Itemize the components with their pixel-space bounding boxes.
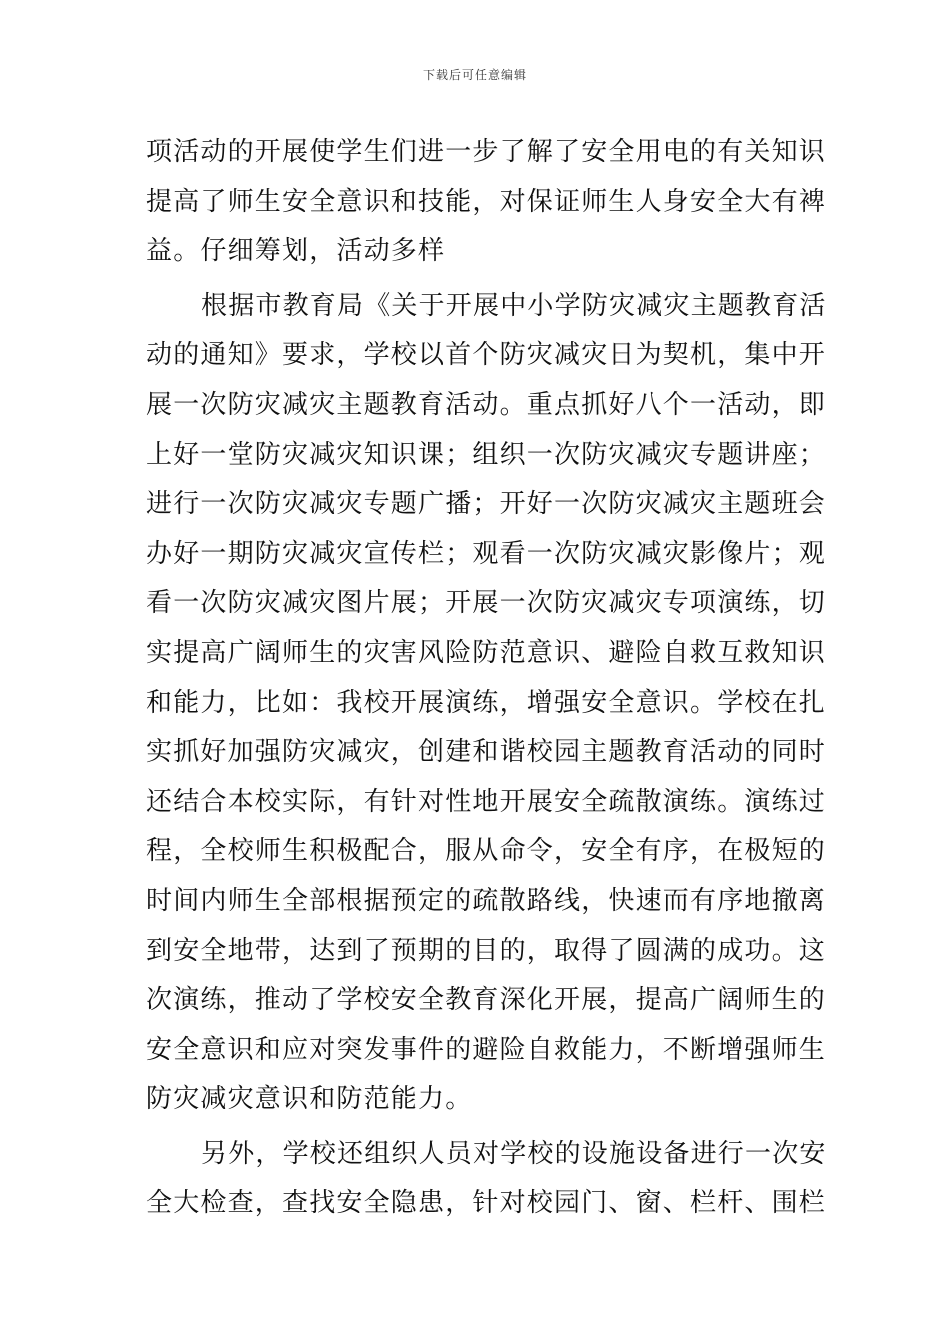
text-line: 程，全校师生积极配合，服从命令，安全有序，在极短的 [146,836,827,867]
text-line: 全大检查，查找安全隐患，针对校园门、窗、栏杆、围栏 [146,1188,827,1219]
document-body [146,128,827,1229]
text-line: 安全意识和应对突发事件的避险自救能力，不断增强师生 [146,1034,827,1065]
text-line: 实抓好加强防灾减灾，创建和谐校园主题教育活动的同时 [146,737,827,768]
text-line: 和能力，比如：我校开展演练，增强安全意识。学校在扎 [146,687,827,718]
text-line: 另外，学校还组织人员对学校的设施设备进行一次安 [201,1138,827,1169]
text-line: 展一次防灾减灾主题教育活动。重点抓好八个一活动，即 [146,389,827,420]
text-line: 次演练，推动了学校安全教育深化开展，提高广阔师生的 [146,985,827,1016]
text-line: 提高了师生安全意识和技能，对保证师生人身安全大有裨 [146,186,827,217]
text-line: 上好一堂防灾减灾知识课；组织一次防灾减灾专题讲座； [146,439,827,470]
text-line: 动的通知》要求，学校以首个防灾减灾日为契机，集中开 [146,340,827,371]
text-line: 进行一次防灾减灾专题广播；开好一次防灾减灾主题班会 [146,489,827,520]
text-line: 看一次防灾减灾图片展；开展一次防灾减灾专项演练，切 [146,588,827,619]
text-line: 办好一期防灾减灾宣传栏；观看一次防灾减灾影像片；观 [146,538,827,569]
paragraph [146,282,827,1125]
text-line: 益。仔细筹划，活动多样 [146,236,446,267]
paragraph [146,128,827,277]
text-line: 项活动的开展使学生们进一步了解了安全用电的有关知识 [146,137,827,167]
text-line: 还结合本校实际，有针对性地开展安全疏散演练。演练过 [146,786,827,817]
text-line: 时间内师生全部根据预定的疏散路线，快速而有序地撤离 [146,885,827,916]
text-line: 防灾减灾意识和防范能力。 [146,1084,473,1115]
header-note: 下载后可任意编辑 [422,68,527,82]
text-line: 到安全地带，达到了预期的目的，取得了圆满的成功。这 [146,935,827,966]
text-line: 根据市教育局《关于开展中小学防灾减灾主题教育活 [201,290,827,321]
text-line: 实提高广阔师生的灾害风险防范意识、避险自救互救知识 [146,637,827,668]
paragraph [146,1130,827,1229]
